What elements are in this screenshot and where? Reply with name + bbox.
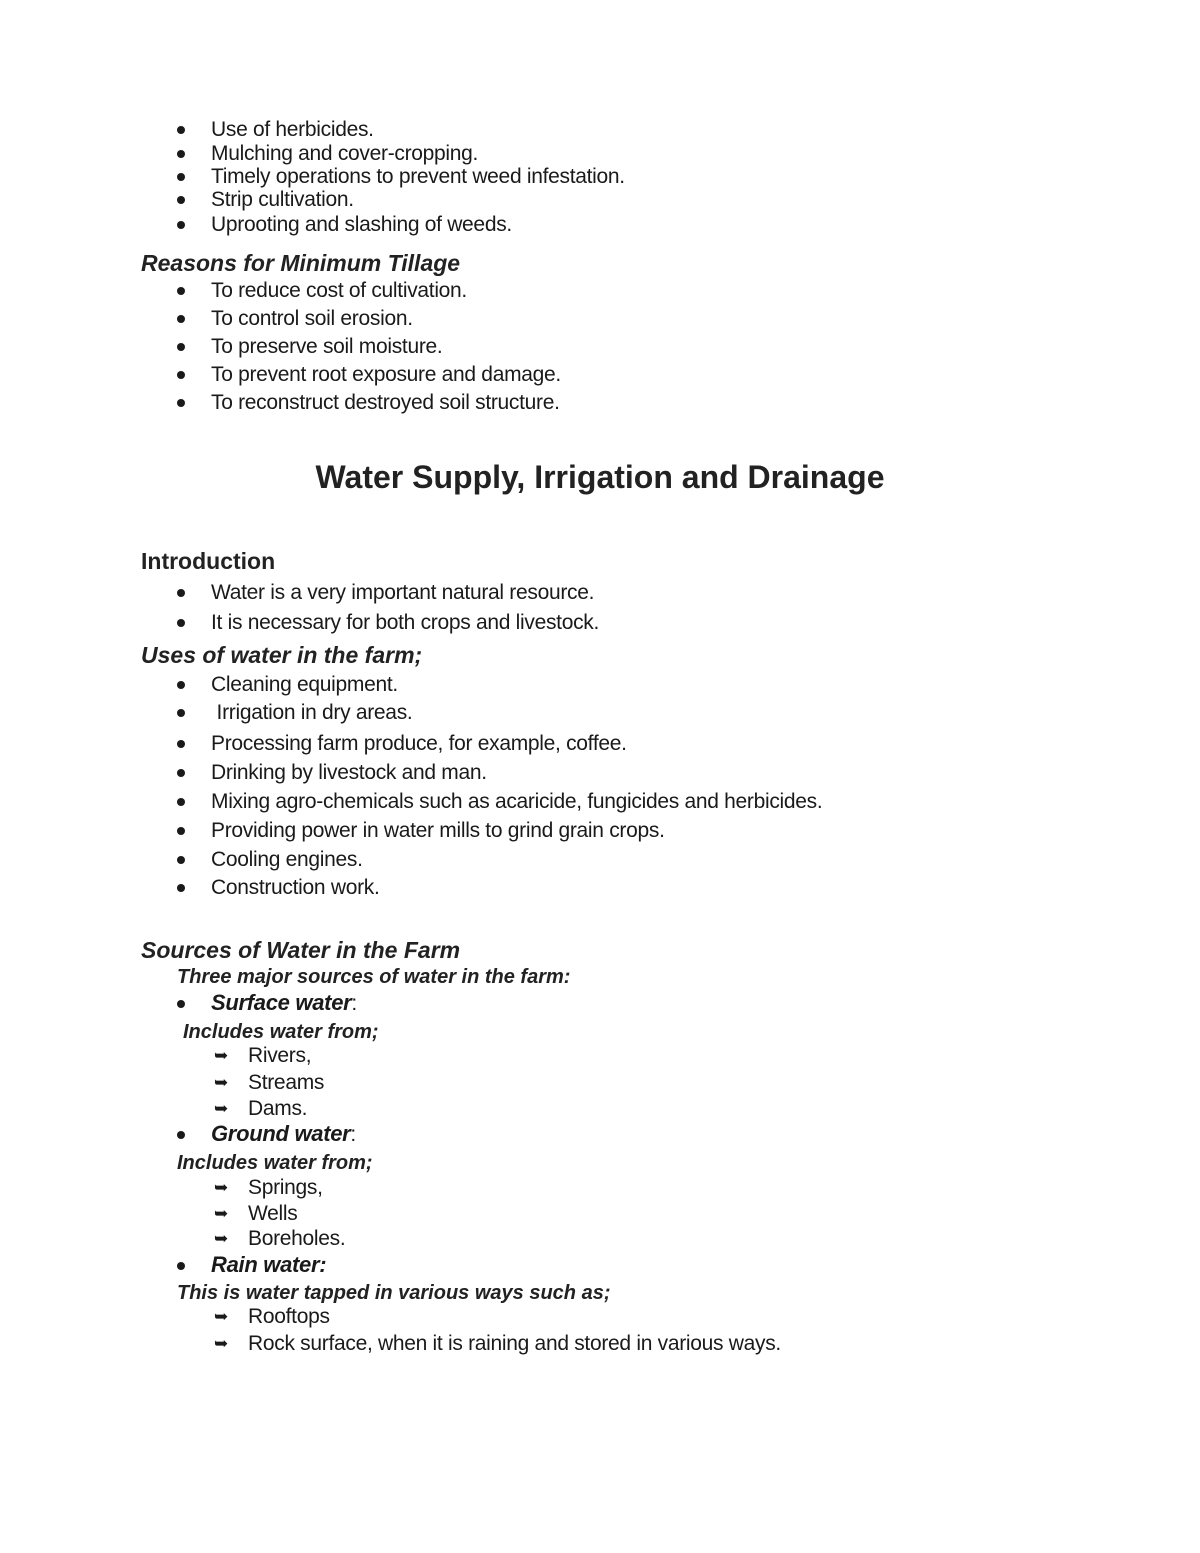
bullet-icon — [177, 399, 185, 407]
sub-list-item: Rooftops — [248, 1305, 330, 1328]
bullet-icon — [177, 126, 185, 134]
bullet-icon — [177, 681, 185, 689]
list-item: Processing farm produce, for example, coffee. — [211, 732, 627, 755]
sources-intro: Three major sources of water in the farm: — [177, 966, 571, 988]
sub-list-item: Streams — [248, 1071, 325, 1094]
rain-water-title: Rain water: — [211, 1252, 327, 1277]
surface-water-colon: : — [351, 992, 357, 1015]
sub-list-item: Springs, — [248, 1176, 323, 1199]
bullet-icon — [177, 221, 185, 229]
arrow-bullet-icon: ➥ — [214, 1204, 229, 1223]
list-item: To prevent root exposure and damage. — [211, 363, 561, 386]
list-item: Water is a very important natural resource. — [211, 581, 595, 604]
surface-water-title: Surface water — [211, 990, 352, 1015]
arrow-bullet-icon: ➥ — [214, 1073, 229, 1092]
ground-water-title: Ground water — [211, 1121, 351, 1146]
chapter-title: Water Supply, Irrigation and Drainage — [315, 459, 885, 495]
uses-heading: Uses of water in the farm; — [141, 642, 423, 668]
sub-list-item: Rivers, — [248, 1044, 312, 1067]
bullet-icon — [177, 287, 185, 295]
bullet-icon — [177, 1000, 185, 1008]
list-item: Cooling engines. — [211, 848, 363, 871]
bullet-icon — [177, 856, 185, 864]
minimum-tillage-heading: Reasons for Minimum Tillage — [141, 250, 461, 276]
sub-list-item: Boreholes. — [248, 1227, 346, 1250]
list-item: Construction work. — [211, 876, 380, 899]
bullet-icon — [177, 315, 185, 323]
bullet-icon — [177, 798, 185, 806]
bullet-icon — [177, 619, 185, 627]
surface-water-intro: Includes water from; — [183, 1021, 379, 1043]
arrow-bullet-icon: ➥ — [214, 1178, 229, 1197]
bullet-icon — [177, 1131, 185, 1139]
list-item: It is necessary for both crops and livestock. — [211, 611, 600, 634]
arrow-bullet-icon: ➥ — [214, 1046, 229, 1065]
sources-heading: Sources of Water in the Farm — [141, 937, 461, 963]
arrow-bullet-icon: ➥ — [214, 1229, 229, 1248]
arrow-bullet-icon: ➥ — [214, 1099, 229, 1118]
bullet-icon — [177, 371, 185, 379]
list-item: Irrigation in dry areas. — [211, 701, 413, 724]
sub-list-item: Dams. — [248, 1097, 308, 1120]
rain-water-intro: This is water tapped in various ways such as; — [177, 1282, 611, 1304]
bullet-icon — [177, 173, 185, 181]
bullet-icon — [177, 709, 185, 717]
list-item: Mulching and cover-cropping. — [211, 142, 479, 165]
list-item: To reconstruct destroyed soil structure. — [211, 391, 560, 414]
bullet-icon — [177, 196, 185, 204]
list-item: Cleaning equipment. — [211, 673, 398, 696]
ground-water-intro: Includes water from; — [177, 1152, 373, 1174]
bullet-icon — [177, 827, 185, 835]
sub-list-item: Wells — [248, 1202, 298, 1225]
arrow-bullet-icon: ➥ — [214, 1334, 229, 1353]
list-item: To reduce cost of cultivation. — [211, 279, 467, 302]
surface-water-label — [211, 990, 357, 1017]
rain-water-label — [211, 1252, 326, 1279]
list-item: Uprooting and slashing of weeds. — [211, 213, 512, 236]
list-item: Timely operations to prevent weed infestation. — [211, 165, 625, 188]
bullet-icon — [177, 343, 185, 351]
list-item: Providing power in water mills to grind grain crops. — [211, 819, 665, 842]
list-item: To control soil erosion. — [211, 307, 413, 330]
list-item: To preserve soil moisture. — [211, 335, 443, 358]
bullet-icon — [177, 150, 185, 158]
list-item: Mixing agro-chemicals such as acaricide, fungicides and herbicides. — [211, 790, 823, 813]
bullet-icon — [177, 769, 185, 777]
arrow-bullet-icon: ➥ — [214, 1307, 229, 1326]
list-item: Strip cultivation. — [211, 188, 354, 211]
list-item: Use of herbicides. — [211, 118, 374, 141]
bullet-icon — [177, 884, 185, 892]
ground-water-colon: : — [350, 1123, 356, 1146]
ground-water-label — [211, 1121, 356, 1148]
sub-list-item: Rock surface, when it is raining and stored in various ways. — [248, 1332, 781, 1355]
bullet-icon — [177, 1262, 185, 1270]
list-item: Drinking by livestock and man. — [211, 761, 487, 784]
introduction-heading: Introduction — [141, 548, 276, 574]
bullet-icon — [177, 740, 185, 748]
bullet-icon — [177, 589, 185, 597]
